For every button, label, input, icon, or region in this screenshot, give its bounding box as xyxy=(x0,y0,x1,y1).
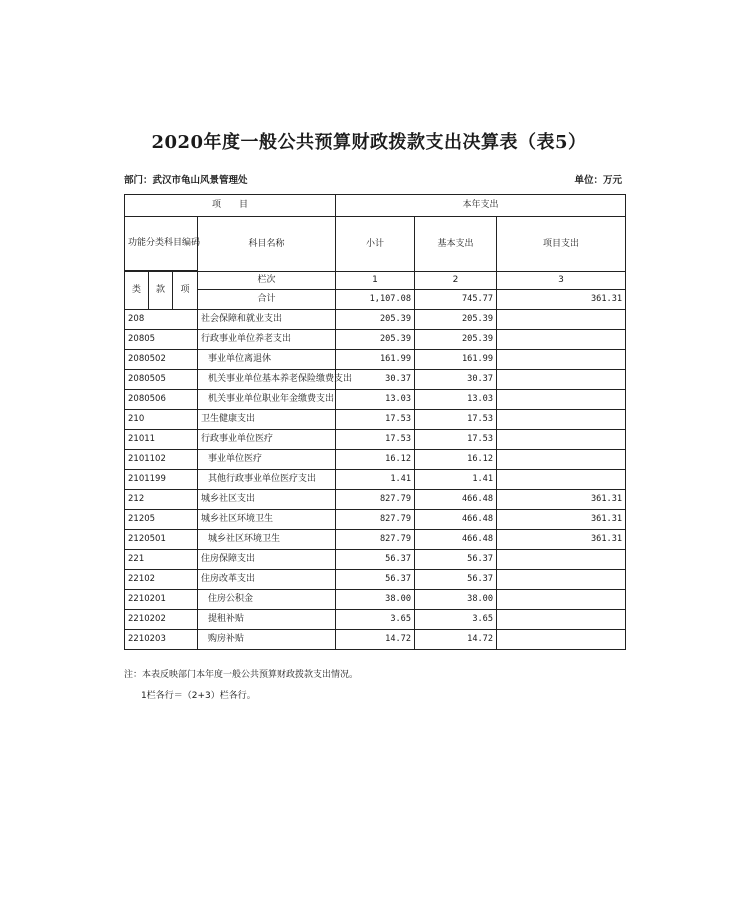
row-name: 住房公积金 xyxy=(198,590,336,610)
row-code: 2080505 xyxy=(125,370,198,390)
row-code: 2080506 xyxy=(125,390,198,410)
header-col3: 3 xyxy=(497,272,626,290)
row-project xyxy=(497,610,626,630)
row-basic: 38.00 xyxy=(415,590,497,610)
row-project xyxy=(497,570,626,590)
table-row xyxy=(125,470,626,490)
table-row xyxy=(125,450,626,470)
row-name: 社会保障和就业支出 xyxy=(198,310,336,330)
header-lei: 类 xyxy=(125,272,149,310)
row-project xyxy=(497,410,626,430)
row-subtotal: 56.37 xyxy=(336,550,415,570)
total-row xyxy=(125,290,626,310)
row-project xyxy=(497,310,626,330)
row-subtotal: 14.72 xyxy=(336,630,415,650)
row-project xyxy=(497,450,626,470)
row-name: 购房补贴 xyxy=(198,630,336,650)
row-code: 212 xyxy=(125,490,198,510)
total-basic: 745.77 xyxy=(415,290,497,310)
row-subtotal: 205.39 xyxy=(336,310,415,330)
total-subtotal: 1,107.08 xyxy=(336,290,415,310)
row-name: 机关事业单位基本养老保险缴费支出 xyxy=(198,370,336,390)
row-subtotal: 17.53 xyxy=(336,430,415,450)
row-project xyxy=(497,550,626,570)
row-basic: 56.37 xyxy=(415,570,497,590)
row-project: 361.31 xyxy=(497,530,626,550)
header-col2: 2 xyxy=(415,272,497,290)
row-project: 361.31 xyxy=(497,510,626,530)
header-basic: 基本支出 xyxy=(415,217,497,272)
header-row-3 xyxy=(125,272,626,290)
table-row xyxy=(125,610,626,630)
row-subtotal: 3.65 xyxy=(336,610,415,630)
table-row xyxy=(125,490,626,510)
row-code: 2210202 xyxy=(125,610,198,630)
table-row xyxy=(125,510,626,530)
header-row-1 xyxy=(125,195,626,217)
page-title: 2020年度一般公共预算财政拨款支出决算表（表5） xyxy=(151,132,587,153)
row-code: 210 xyxy=(125,410,198,430)
row-subtotal: 56.37 xyxy=(336,570,415,590)
table-row xyxy=(125,330,626,350)
row-code: 21011 xyxy=(125,430,198,450)
row-name: 城乡社区支出 xyxy=(198,490,336,510)
row-code: 2210203 xyxy=(125,630,198,650)
header-xiang: 项 xyxy=(173,272,198,310)
footnote-1: 注：本表反映部门本年度一般公共预算财政拨款支出情况。 xyxy=(124,670,359,680)
header-subject-name: 科目名称 xyxy=(198,217,336,272)
row-name: 事业单位医疗 xyxy=(198,450,336,470)
row-code: 2101102 xyxy=(125,450,198,470)
table-row xyxy=(125,390,626,410)
row-code: 2210201 xyxy=(125,590,198,610)
header-col-label: 栏次 xyxy=(198,272,336,290)
row-basic: 3.65 xyxy=(415,610,497,630)
row-basic: 205.39 xyxy=(415,330,497,350)
row-project xyxy=(497,330,626,350)
table-row xyxy=(125,410,626,430)
row-basic: 1.41 xyxy=(415,470,497,490)
row-subtotal: 205.39 xyxy=(336,330,415,350)
row-name: 行政事业单位养老支出 xyxy=(198,330,336,350)
row-project xyxy=(497,390,626,410)
row-subtotal: 16.12 xyxy=(336,450,415,470)
table-row xyxy=(125,550,626,570)
row-code: 21205 xyxy=(125,510,198,530)
row-subtotal: 827.79 xyxy=(336,530,415,550)
header-kuan: 款 xyxy=(149,272,173,310)
header-project: 项目支出 xyxy=(497,217,626,272)
row-name: 提租补贴 xyxy=(198,610,336,630)
header-subtotal: 小计 xyxy=(336,217,415,272)
row-name: 住房保障支出 xyxy=(198,550,336,570)
row-name: 城乡社区环境卫生 xyxy=(198,510,336,530)
row-basic: 161.99 xyxy=(415,350,497,370)
header-func-code: 功能分类科目编码 xyxy=(125,217,198,271)
table-row xyxy=(125,590,626,610)
header-row-2 xyxy=(125,217,626,271)
row-basic: 13.03 xyxy=(415,390,497,410)
row-name: 住房改革支出 xyxy=(198,570,336,590)
row-code: 221 xyxy=(125,550,198,570)
table-row xyxy=(125,370,626,390)
row-project xyxy=(497,350,626,370)
row-code: 20805 xyxy=(125,330,198,350)
row-subtotal: 161.99 xyxy=(336,350,415,370)
row-basic: 466.48 xyxy=(415,530,497,550)
row-basic: 30.37 xyxy=(415,370,497,390)
row-basic: 205.39 xyxy=(415,310,497,330)
row-basic: 56.37 xyxy=(415,550,497,570)
table-row xyxy=(125,630,626,650)
total-label: 合计 xyxy=(198,290,336,310)
row-subtotal: 13.03 xyxy=(336,390,415,410)
row-subtotal: 827.79 xyxy=(336,490,415,510)
header-current-year: 本年支出 xyxy=(336,195,626,217)
row-project xyxy=(497,370,626,390)
footnote-2: 1栏各行＝（2+3）栏各行。 xyxy=(141,691,256,701)
table-row xyxy=(125,350,626,370)
table-row xyxy=(125,430,626,450)
row-subtotal: 17.53 xyxy=(336,410,415,430)
row-project xyxy=(497,470,626,490)
row-code: 2101199 xyxy=(125,470,198,490)
table-row xyxy=(125,310,626,330)
row-name: 城乡社区环境卫生 xyxy=(198,530,336,550)
row-code: 208 xyxy=(125,310,198,330)
row-name: 事业单位离退休 xyxy=(198,350,336,370)
row-basic: 14.72 xyxy=(415,630,497,650)
row-basic: 17.53 xyxy=(415,410,497,430)
row-basic: 466.48 xyxy=(415,490,497,510)
header-items: 项 目 xyxy=(125,195,336,217)
row-code: 2120501 xyxy=(125,530,198,550)
row-name: 其他行政事业单位医疗支出 xyxy=(198,470,336,490)
total-project: 361.31 xyxy=(497,290,626,310)
row-code: 2080502 xyxy=(125,350,198,370)
row-subtotal: 38.00 xyxy=(336,590,415,610)
table-row xyxy=(125,530,626,550)
row-subtotal: 827.79 xyxy=(336,510,415,530)
row-project: 361.31 xyxy=(497,490,626,510)
row-basic: 16.12 xyxy=(415,450,497,470)
unit-label: 单位：万元 xyxy=(574,175,622,186)
row-project xyxy=(497,430,626,450)
row-code: 22102 xyxy=(125,570,198,590)
department-label: 部门：武汉市龟山风景管理处 xyxy=(124,175,248,186)
row-subtotal: 1.41 xyxy=(336,470,415,490)
expenditure-table xyxy=(124,194,626,650)
row-basic: 17.53 xyxy=(415,430,497,450)
row-project xyxy=(497,630,626,650)
row-name: 行政事业单位医疗 xyxy=(198,430,336,450)
row-project xyxy=(497,590,626,610)
row-subtotal: 30.37 xyxy=(336,370,415,390)
row-name: 机关事业单位职业年金缴费支出 xyxy=(198,390,336,410)
row-basic: 466.48 xyxy=(415,510,497,530)
row-name: 卫生健康支出 xyxy=(198,410,336,430)
table-row xyxy=(125,570,626,590)
header-col1: 1 xyxy=(336,272,415,290)
